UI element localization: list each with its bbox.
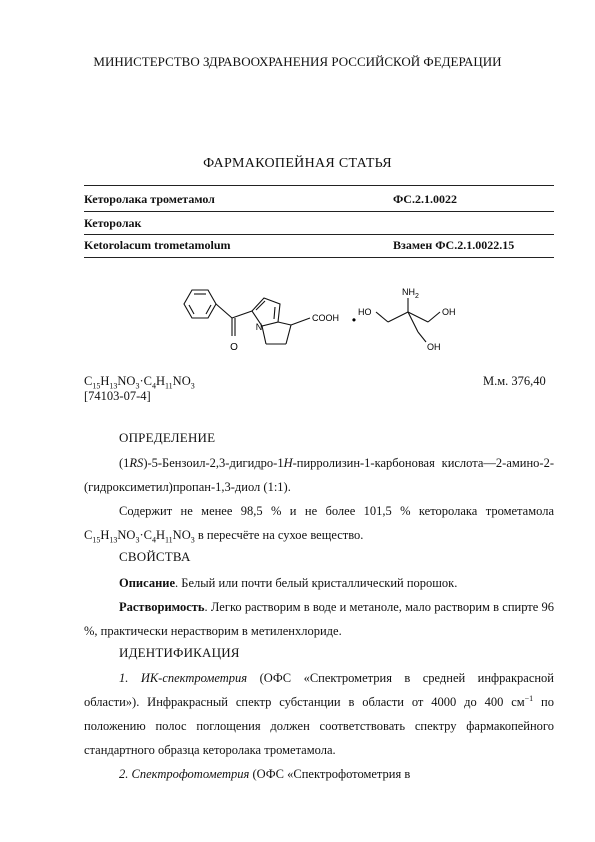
hydroxyl-bottom-label: OH <box>427 342 441 352</box>
oxygen-label: O <box>230 342 238 353</box>
molecular-weight: М.м. 376,40 <box>483 374 546 388</box>
amino-label: $NH_2$ <box>402 287 419 300</box>
section-definition: ОПРЕДЕЛЕНИЕ <box>119 430 216 445</box>
ministry-title: МИНИСТЕРСТВО ЗДРАВООХРАНЕНИЯ РОССИЙСКОЙ ФЕДЕРАЦИИ <box>93 54 502 69</box>
header-rule-2 <box>84 211 554 212</box>
header-rule-bottom <box>84 257 554 258</box>
section-properties: СВОЙСТВА <box>119 549 191 564</box>
definition-content: Содержит не менее 98,5 % и не более 101,5 % кеторолака трометамола $C_{15}H_{13}NO_3\cdot C_4H_{11}NO_3$ в пересчёте на сухое вещество. <box>84 504 554 545</box>
nitrogen-label: N <box>255 322 263 332</box>
monograph-synonym: Кеторолак <box>84 216 142 230</box>
molecular-formula: $C_{15}H_{13}NO_3\cdot C_4H_{11}NO_3$ <box>84 374 195 391</box>
definition-chemical-name: (1RS)-5-Бензоил-2,3-дигидро-1H-пирролизин-1-карбоновая кислота—2-амино-2-(гидроксиметил)пропан-1,3-диол (1:1). <box>84 456 554 494</box>
property-description: Описание. Белый или почти белый кристаллический порошок. <box>119 576 458 590</box>
hydroxyl-left-label: HO <box>358 307 372 317</box>
article-title: ФАРМАКОПЕЙНАЯ СТАТЬЯ <box>203 156 392 171</box>
salt-dot: • <box>351 313 357 327</box>
header-rule-top <box>84 185 554 186</box>
identification-ir: 1. ИК-спектрометрия (ОФС «Спектрометрия в средней инфракрасной области»). Инфракрасный спектр субстанции в области от 4000 до 400 $см^{-1}$ по положению полос поглощения должен соответствовать спектру фармакопейного стандартного образца кеторолака трометамола. <box>84 671 554 757</box>
chemical-structure <box>170 278 500 368</box>
cooh-label: COOH <box>312 313 339 323</box>
header-rule-3 <box>84 234 554 235</box>
hydroxyl-right-label: OH <box>442 307 456 317</box>
property-solubility: Растворимость. Легко растворим в воде и метаноле, мало растворим в спирте 96 %, практически нерастворим в метиленхлориде. <box>84 600 554 638</box>
monograph-replaces: Взамен ФС.2.1.0022.15 <box>393 238 515 252</box>
monograph-name-ru: Кеторолака трометамол <box>84 192 215 206</box>
monograph-code: ФС.2.1.0022 <box>393 192 457 206</box>
section-identification: ИДЕНТИФИКАЦИЯ <box>119 645 240 660</box>
cas-number: [74103-07-4] <box>84 389 151 403</box>
monograph-name-latin: Ketorolacum trometamolum <box>84 238 231 252</box>
identification-uv: 2. Спектрофотометрия (ОФС «Спектрофотометрия в <box>119 767 411 781</box>
